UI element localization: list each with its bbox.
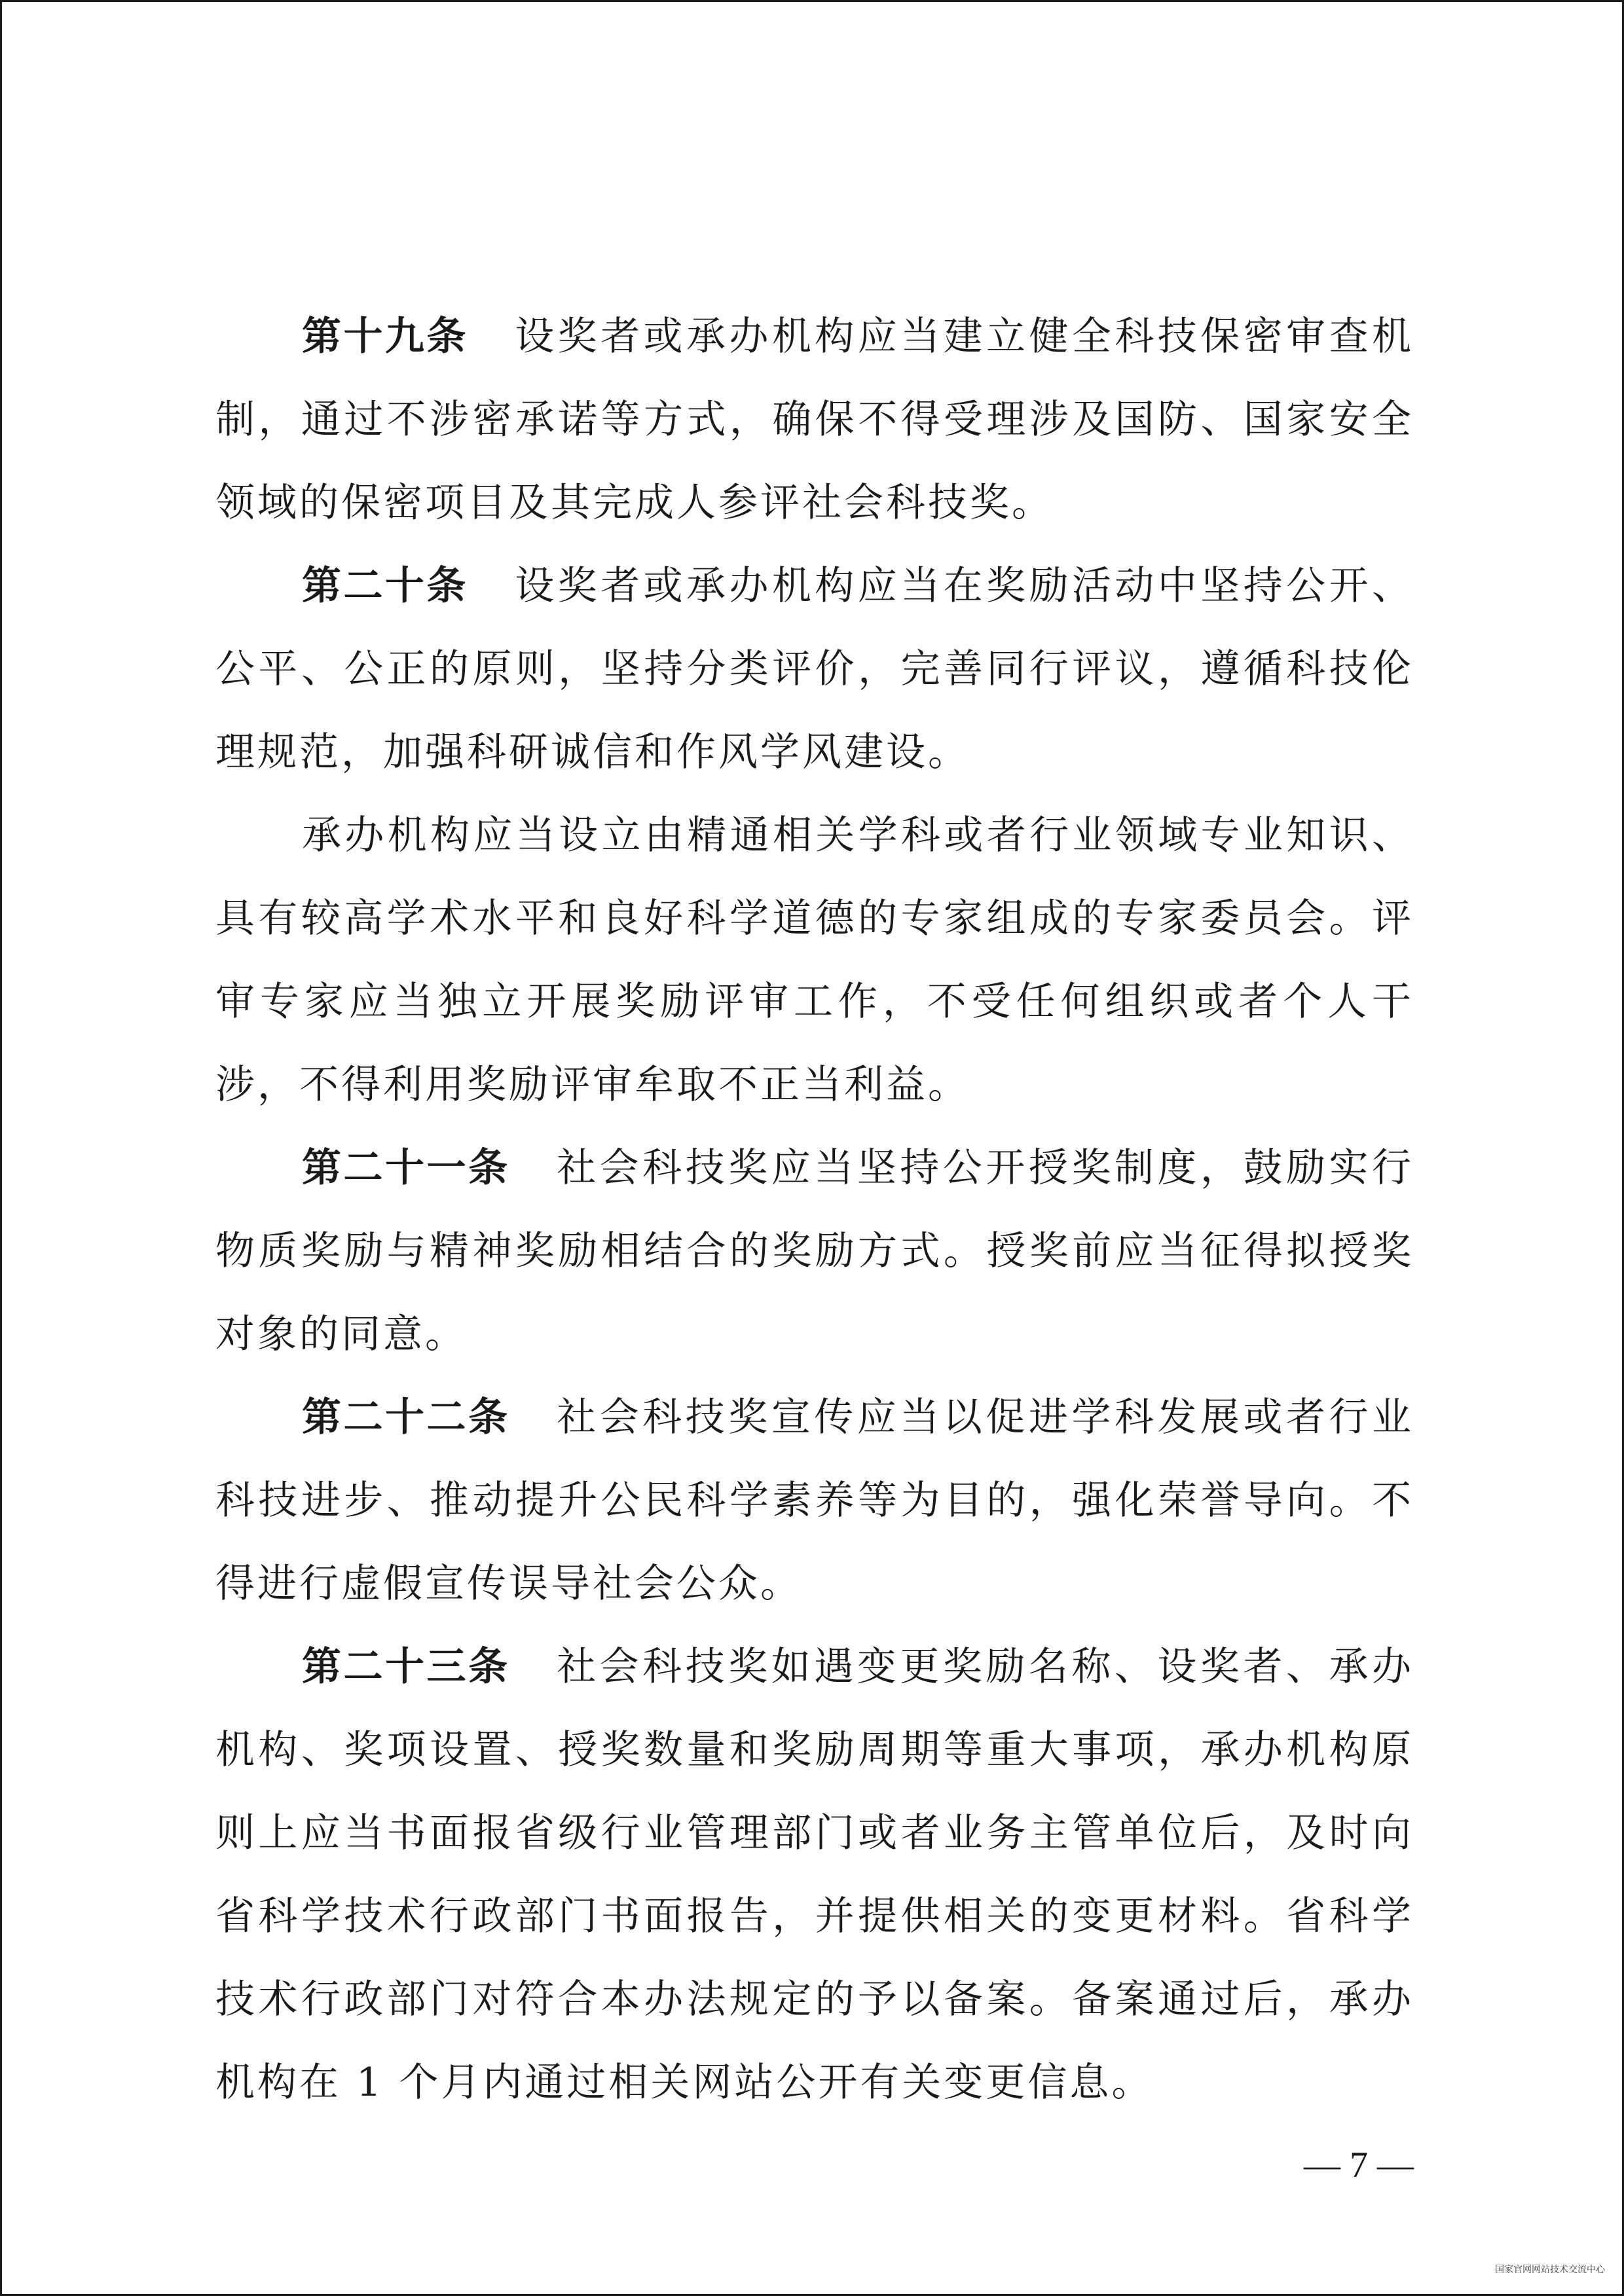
document-body: [215, 295, 1414, 2124]
page-number: — 7 —: [1304, 2145, 1414, 2185]
article-text: 设奖者或承办机构应当建立健全科技保密审查机制，通过不涉密承诺等方式，确保不得受理涉及国防、国家安全领域的保密项目及其完成人参评社会科技奖。: [215, 314, 1414, 526]
article-20-paragraph-2: [215, 794, 1414, 1127]
article-text: 设奖者或承办机构应当在奖励活动中坚持公开、公平、公正的原则，坚持分类评价，完善同行评议，遵循科技伦理规范，加强科研诚信和作风学风建设。: [215, 563, 1414, 775]
article-text: 社会科技奖应当坚持公开授奖制度，鼓励实行物质奖励与精神奖励相结合的奖励方式。授奖前应当征得拟授奖对象的同意。: [215, 1145, 1414, 1357]
article-22: [215, 1376, 1414, 1626]
article-label: 第十九条: [302, 314, 468, 359]
article-label: 第二十条: [302, 563, 468, 609]
article-text: 社会科技奖宣传应当以促进学科发展或者行业科技进步、推动提升公民科学素养等为目的，强化荣誉导向。不得进行虚假宣传误导社会公众。: [215, 1394, 1414, 1607]
article-label: 第二十三条: [302, 1644, 510, 1690]
paragraph-text: 承办机构应当设立由精通相关学科或者行业领域专业知识、具有较高学术水平和良好科学道德的专家组成的专家委员会。评审专家应当独立开展奖励评审工作，不受任何组织或者个人干涉，不得利用奖励评审牟取不正当利益。: [215, 812, 1414, 1108]
article-label: 第二十二条: [302, 1394, 510, 1440]
article-19: [215, 295, 1414, 545]
article-label: 第二十一条: [302, 1145, 510, 1191]
article-21: [215, 1127, 1414, 1376]
article-23: [215, 1626, 1414, 2124]
article-text: 社会科技奖如遇变更奖励名称、设奖者、承办机构、奖项设置、授奖数量和奖励周期等重大事项，承办机构原则上应当书面报省级行业管理部门或者业务主管单位后，及时向省科学技术行政部门书面报告，并提供相关的变更材料。省科学技术行政部门对符合本办法规定的予以备案。备案通过后，承办机构在 1 个月内通过相关网站公开有关变更信息。: [215, 1644, 1414, 2105]
article-20: [215, 545, 1414, 794]
watermark: 国家官网网站技术交流中心: [1495, 2265, 1605, 2275]
